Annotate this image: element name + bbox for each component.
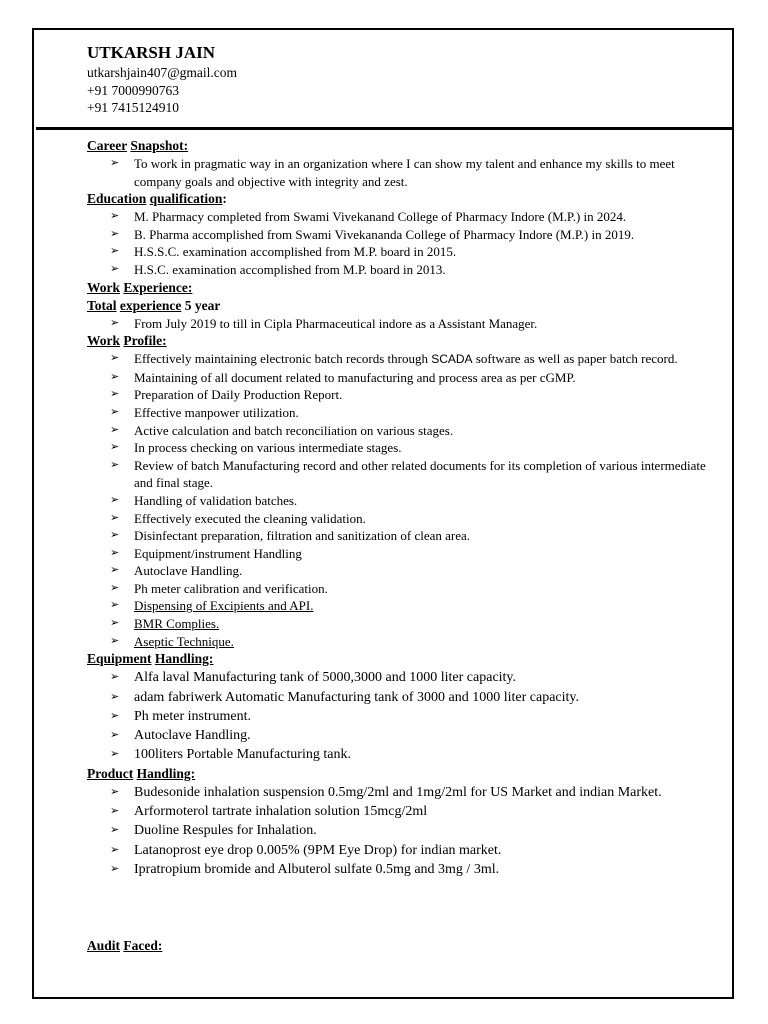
list-item: ➢ Aseptic Technique. [110, 633, 234, 649]
arrow-bullet-icon: ➢ [110, 671, 120, 684]
list-item: ➢ Equipment/instrument Handling [110, 545, 302, 561]
arrow-bullet-icon: ➢ [110, 210, 120, 223]
phone-primary: +91 7000990763 [87, 82, 179, 98]
arrow-bullet-icon: ➢ [110, 441, 120, 454]
list-item: ➢ Effectively executed the cleaning validation. [110, 510, 366, 526]
arrow-bullet-icon: ➢ [110, 388, 120, 401]
career-list [87, 155, 707, 190]
arrow-bullet-icon: ➢ [110, 227, 120, 240]
list-item: ➢ M. Pharmacy completed from Swami Vivekanand College of Pharmacy Indore (M.P.) in 2024. [110, 209, 627, 225]
list-item: ➢ Effective manpower utilization. [110, 404, 299, 420]
arrow-bullet-icon: ➢ [110, 729, 120, 742]
list-item: ➢ BMR Complies. [110, 616, 220, 632]
candidate-name: UTKARSH JAIN [87, 43, 215, 62]
arrow-bullet-icon: ➢ [110, 862, 120, 875]
arrow-bullet-icon: ➢ [110, 690, 120, 703]
list-item: ➢ Active calculation and batch reconciliation on various stages. [110, 422, 454, 438]
list-item: ➢ Alfa laval Manufacturing tank of 5000,3000 and 1000 liter capacity. [87, 668, 707, 687]
list-item: ➢ Maintaining of all document related to manufacturing and process area as per cGMP. [110, 369, 576, 385]
education-heading: Education qualification: [87, 191, 227, 207]
experience-list [87, 315, 707, 333]
list-item: ➢ B. Pharma accomplished from Swami Vivekananda College of Pharmacy Indore (M.P.) in 2019. [110, 226, 635, 242]
arrow-bullet-icon: ➢ [110, 634, 120, 647]
arrow-bullet-icon: ➢ [110, 157, 120, 169]
list-item: ➢ adam fabriwerk Automatic Manufacturing tank of 3000 and 1000 liter capacity. [87, 688, 707, 707]
list-item: ➢ Arformoterol tartrate inhalation solution 15mcg/2ml [87, 802, 707, 821]
arrow-bullet-icon: ➢ [110, 581, 120, 594]
arrow-bullet-icon: ➢ [110, 316, 120, 329]
career-heading: Career Snapshot: [87, 138, 189, 153]
equipment-heading: Equipment Handling: [87, 651, 214, 667]
list-item: ➢ Review of batch Manufacturing record and other related documents for its completion of various intermediate and final stage. [110, 457, 706, 491]
list-item: ➢ Autoclave Handling. [110, 563, 243, 579]
total-experience: Total experience 5 year [87, 297, 221, 313]
list-item: ➢ Ph meter instrument. [87, 707, 707, 726]
equipment-list [87, 668, 707, 764]
list-item: ➢ H.S.C. examination accomplished from M.P. board in 2013. [110, 261, 446, 277]
list-item: ➢ In process checking on various intermediate stages. [110, 440, 402, 456]
product-heading: Product Handling: [87, 765, 196, 781]
phone-secondary: +91 7415124910 [87, 100, 179, 115]
list-item: ➢ Disinfectant preparation, filtration and sanitization of clean area. [110, 528, 471, 544]
work-experience-heading: Work Experience: [87, 279, 193, 295]
arrow-bullet-icon: ➢ [110, 564, 120, 577]
arrow-bullet-icon: ➢ [110, 709, 120, 722]
list-item: ➢ 100liters Portable Manufacturing tank. [87, 745, 707, 764]
list-item: ➢ From July 2019 to till in Cipla Pharmaceutical indore as a Assistant Manager. [110, 315, 538, 331]
arrow-bullet-icon: ➢ [110, 805, 120, 818]
arrow-bullet-icon: ➢ [110, 370, 120, 383]
arrow-bullet-icon: ➢ [110, 546, 120, 559]
header-divider [36, 127, 733, 130]
arrow-bullet-icon: ➢ [110, 824, 120, 837]
arrow-bullet-icon: ➢ [110, 617, 120, 630]
arrow-bullet-icon: ➢ [110, 748, 120, 761]
work-profile-list [87, 350, 707, 650]
resume-header [87, 42, 237, 117]
work-profile-heading: Work Profile: [87, 333, 167, 349]
audit-heading: Audit Faced: [87, 938, 163, 954]
arrow-bullet-icon: ➢ [110, 405, 120, 418]
list-item: ➢ Dispensing of Excipients and API. [110, 598, 314, 614]
arrow-bullet-icon: ➢ [110, 843, 120, 856]
resume-body [87, 137, 707, 955]
education-list [87, 208, 707, 278]
arrow-bullet-icon: ➢ [110, 511, 120, 524]
arrow-bullet-icon: ➢ [110, 352, 120, 365]
arrow-bullet-icon: ➢ [110, 529, 120, 542]
list-item: ➢ Latanoprost eye drop 0.005% (9PM Eye Drop) for indian market. [87, 841, 707, 860]
list-item: ➢ Ipratropium bromide and Albuterol sulfate 0.5mg and 3mg / 3ml. [87, 860, 707, 879]
list-item: ➢ Preparation of Daily Production Report. [110, 387, 343, 403]
email: utkarshjain407@gmail.com [87, 65, 238, 80]
list-item: ➢ Budesonide inhalation suspension 0.5mg/2ml and 1mg/2ml for US Market and indian Market. [87, 783, 707, 802]
arrow-bullet-icon: ➢ [110, 423, 120, 436]
list-item: ➢ Effectively maintaining electronic batch records through SCADA software as well as paper batch record. [110, 351, 678, 367]
list-item: ➢ To work in pragmatic way in an organization where I can show my talent and enhance my skills to meet company goals and objective with integrity and zest. [110, 156, 675, 189]
arrow-bullet-icon: ➢ [110, 245, 120, 258]
product-list [87, 783, 707, 879]
list-item: ➢ Autoclave Handling. [87, 726, 707, 745]
list-item: ➢ Duoline Respules for Inhalation. [87, 821, 707, 840]
list-item: ➢ H.S.S.C. examination accomplished from M.P. board in 2015. [110, 244, 457, 260]
list-item: ➢ Handling of validation batches. [110, 492, 298, 508]
arrow-bullet-icon: ➢ [110, 599, 120, 612]
arrow-bullet-icon: ➢ [110, 458, 120, 471]
arrow-bullet-icon: ➢ [110, 785, 120, 798]
arrow-bullet-icon: ➢ [110, 262, 120, 275]
arrow-bullet-icon: ➢ [110, 493, 120, 506]
list-item: ➢ Ph meter calibration and verification. [110, 580, 328, 596]
